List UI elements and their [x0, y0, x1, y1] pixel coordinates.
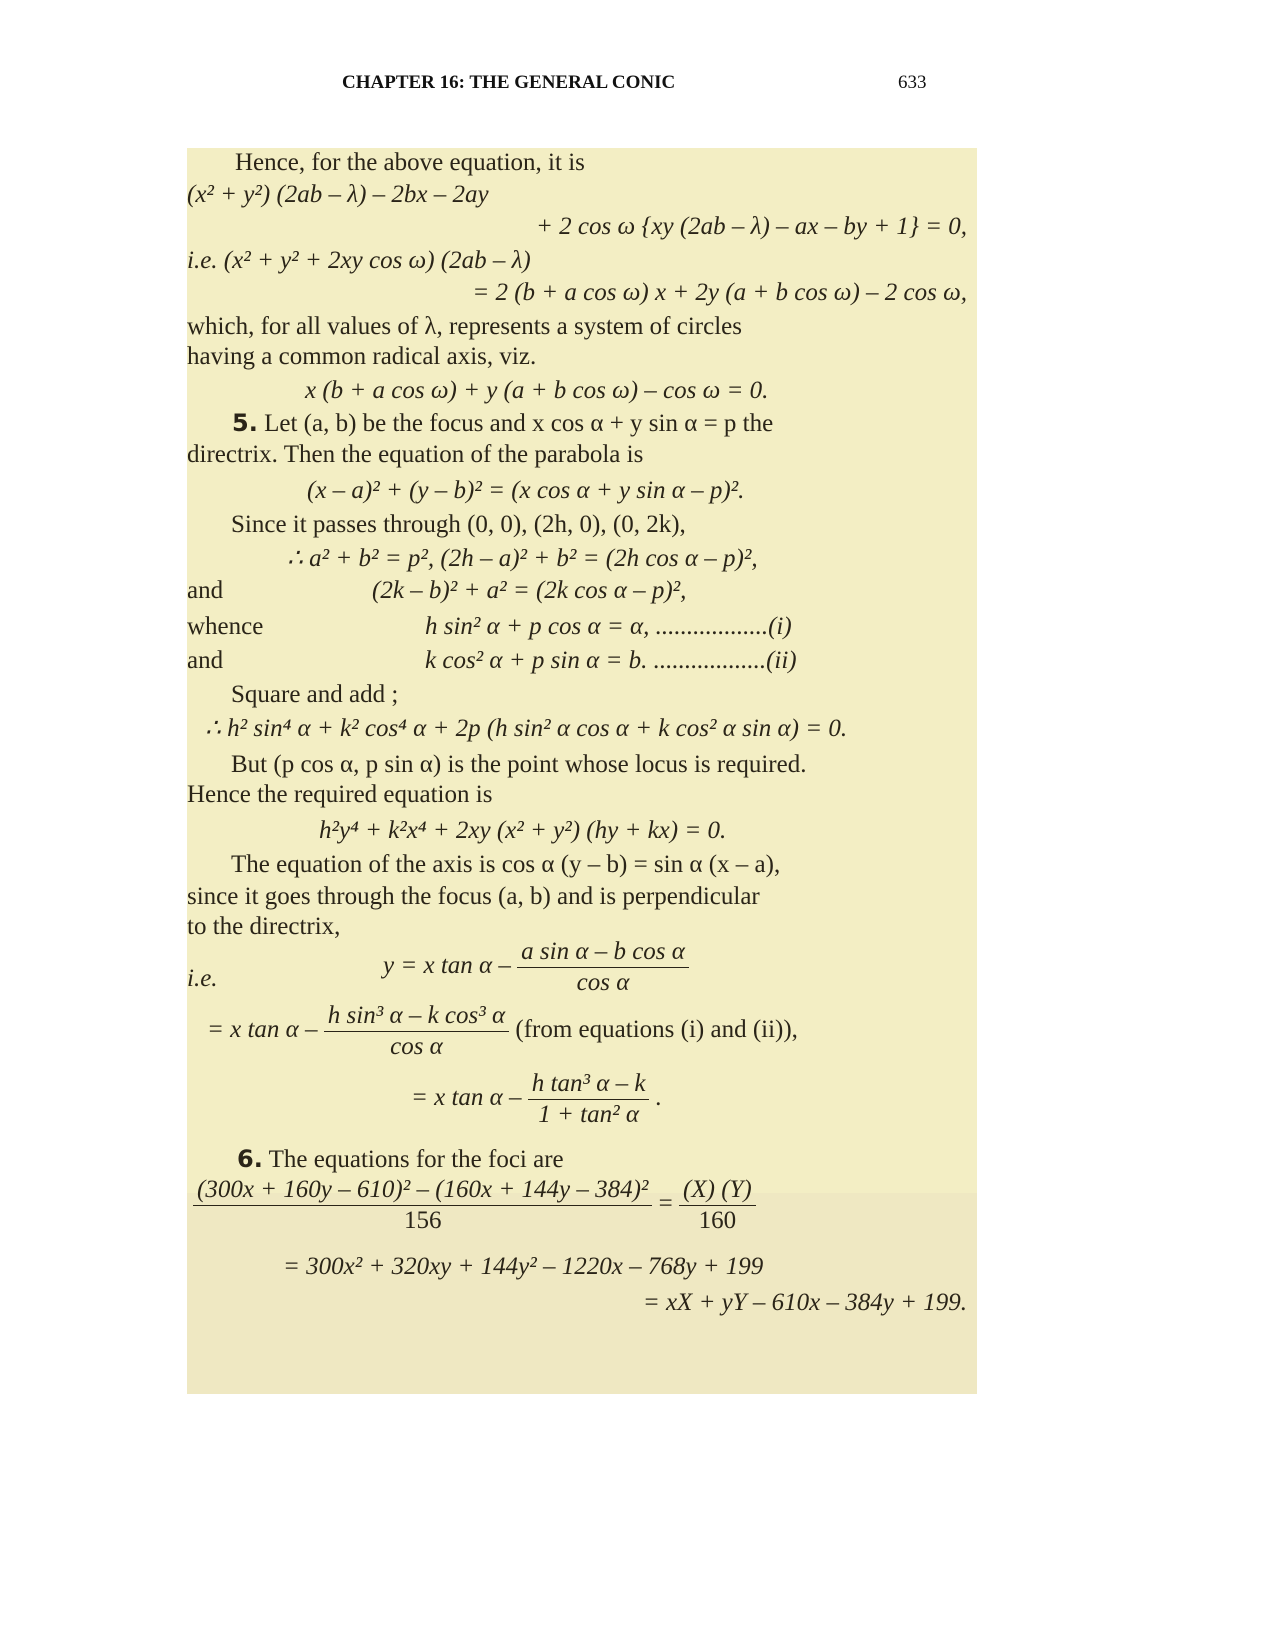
fraction-numerator: (X) (Y)	[679, 1178, 756, 1206]
fraction	[528, 1072, 650, 1127]
fraction	[517, 940, 689, 995]
problem-number: 5.	[232, 409, 258, 437]
equation-line: = 2 (b + a cos ω) x + 2y (a + b cos ω) – 2 cos ω,	[472, 279, 967, 306]
text-line: having a common radical axis, viz.	[187, 343, 537, 370]
problem-number: 6.	[237, 1145, 263, 1173]
text-line: which, for all values of λ, represents a system of circles	[187, 313, 742, 340]
scanned-page	[187, 148, 977, 1394]
equation-line: h sin² α + p cos α = α, ..................(i)	[425, 613, 792, 640]
equation-line: = xX + yY – 610x – 384y + 199.	[642, 1289, 967, 1316]
line-lead: i.e.	[187, 965, 218, 992]
fraction-numerator: h sin³ α – k cos³ α	[324, 1004, 509, 1032]
chapter-title: CHAPTER 16: THE GENERAL CONIC	[342, 72, 676, 93]
fraction-denominator: cos α	[576, 969, 630, 996]
equation-line: x (b + a cos ω) + y (a + b cos ω) – cos ω = 0.	[305, 377, 769, 404]
equation-line: i.e. (x² + y² + 2xy cos ω) (2ab – λ)	[187, 247, 531, 274]
page-header	[0, 72, 1275, 102]
fraction-numerator: (300x + 160y – 610)² – (160x + 144y – 384)²	[193, 1178, 652, 1206]
fraction-equation	[193, 1178, 756, 1233]
text-line: since it goes through the focus (a, b) and is perpendicular	[187, 883, 760, 910]
equation-line: ∴ h² sin⁴ α + k² cos⁴ α + 2p (h sin² α cos α + k cos² α sin α) = 0.	[205, 715, 848, 742]
problem-text: The equations for the foci are	[268, 1146, 564, 1173]
page-number: 633	[898, 72, 927, 93]
text-line: to the directrix,	[187, 913, 341, 940]
fraction-numerator: h tan³ α – k	[528, 1072, 650, 1100]
fraction	[679, 1178, 756, 1233]
fraction-denominator: 160	[698, 1207, 737, 1234]
fraction-numerator: a sin α – b cos α	[517, 940, 689, 968]
problem-text: Let (a, b) be the focus and x cos α + y sin α = p the	[264, 410, 774, 437]
equation-line: k cos² α + p sin α = b. ..................(ii)	[425, 647, 797, 674]
problem-5-line	[232, 408, 773, 439]
equation-note: (from equations (i) and (ii)),	[515, 1016, 798, 1044]
text-line: Hence, for the above equation, it is	[235, 149, 585, 176]
equals-sign: =	[658, 1190, 673, 1218]
equation-line: h²y⁴ + k²x⁴ + 2xy (x² + y²) (hy + kx) = 0.	[319, 817, 727, 844]
fraction-denominator: 156	[403, 1207, 442, 1234]
fraction-denominator: 1 + tan² α	[538, 1101, 639, 1128]
text-line: directrix. Then the equation of the parabola is	[187, 441, 644, 468]
fraction	[193, 1178, 652, 1233]
equation-suffix: .	[655, 1084, 662, 1112]
equation-prefix: = x tan α –	[207, 1016, 318, 1044]
equation-prefix: y = x tan α –	[383, 952, 511, 980]
text-line: The equation of the axis is cos α (y – b) = sin α (x – a),	[231, 851, 781, 878]
fraction	[324, 1004, 509, 1059]
equation-line: (2k – b)² + a² = (2k cos α – p)²,	[372, 577, 687, 604]
line-lead: and	[187, 577, 224, 604]
equation-line: + 2 cos ω {xy (2ab – λ) – ax – by + 1} = 0,	[536, 213, 967, 240]
equation-line: (x – a)² + (y – b)² = (x cos α + y sin α – p)².	[307, 477, 745, 504]
line-lead: and	[187, 647, 224, 674]
text-line: Since it passes through (0, 0), (2h, 0), (0, 2k),	[231, 511, 686, 538]
text-line: Hence the required equation is	[187, 781, 493, 808]
fraction-equation	[383, 940, 689, 995]
fraction-denominator: cos α	[390, 1033, 443, 1060]
problem-6-line	[237, 1144, 564, 1175]
equation-line: (x² + y²) (2ab – λ) – 2bx – 2ay	[187, 181, 489, 208]
line-lead: whence	[187, 613, 264, 640]
equation-line: ∴ a² + b² = p², (2h – a)² + b² = (2h cos α – p)²,	[287, 545, 758, 572]
fraction-equation	[207, 1004, 798, 1059]
fraction-equation	[411, 1072, 662, 1127]
text-line: But (p cos α, p sin α) is the point whose locus is required.	[231, 751, 807, 778]
equation-prefix: = x tan α –	[411, 1084, 522, 1112]
equation-line: = 300x² + 320xy + 144y² – 1220x – 768y + 199	[283, 1253, 764, 1280]
text-line: Square and add ;	[231, 681, 399, 708]
